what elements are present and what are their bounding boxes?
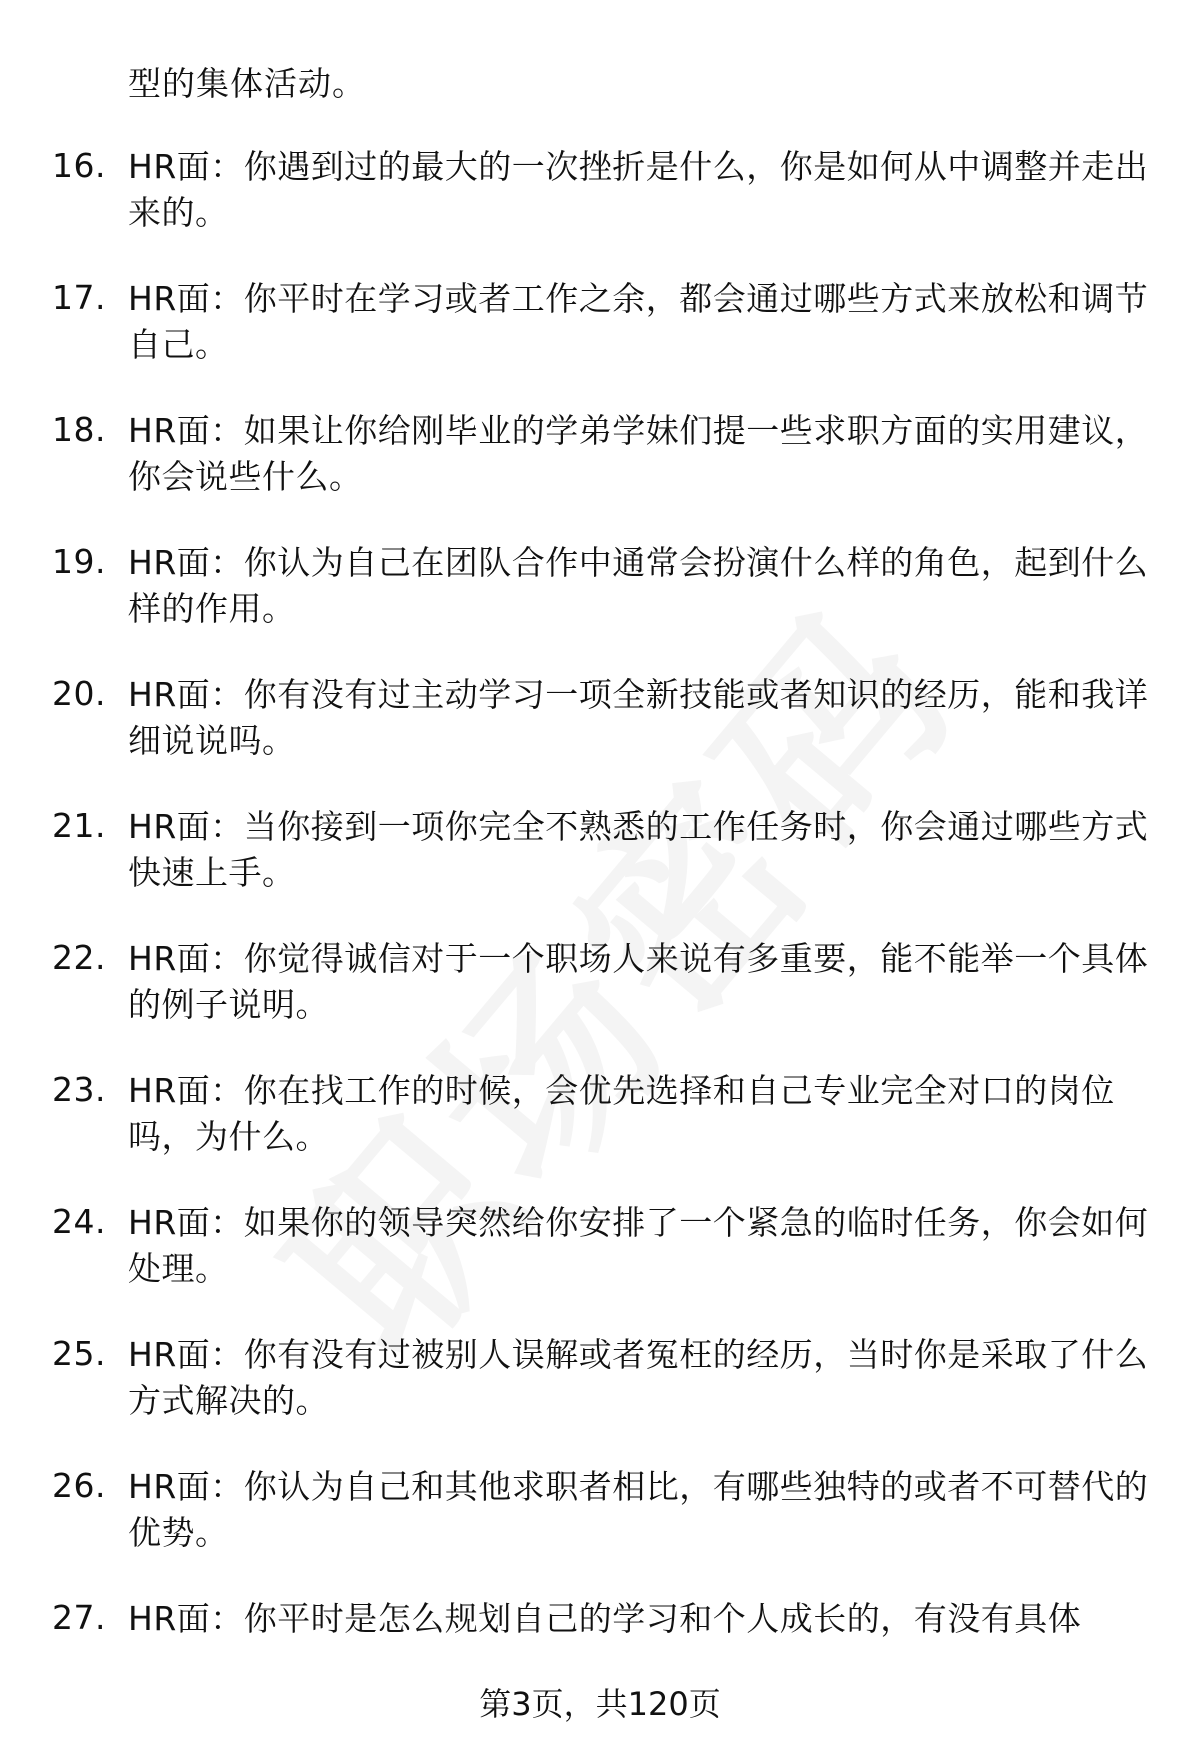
item-text: HR面：你认为自己和其他求职者相比，有哪些独特的或者不可替代的优势。 bbox=[128, 1467, 1149, 1552]
item-number: 25. bbox=[52, 1334, 106, 1373]
item-number: 23. bbox=[52, 1070, 106, 1109]
item-number: 26. bbox=[52, 1466, 106, 1505]
item-text: HR面：你觉得诚信对于一个职场人来说有多重要，能不能举一个具体的例子说明。 bbox=[128, 939, 1149, 1024]
list-item bbox=[0, 144, 1200, 276]
list-item bbox=[0, 1200, 1200, 1332]
item-number: 22. bbox=[52, 938, 106, 977]
item-text: HR面：你认为自己在团队合作中通常会扮演什么样的角色，起到什么样的作用。 bbox=[128, 543, 1149, 628]
item-text: HR面：你有没有过被别人误解或者冤枉的经历，当时你是采取了什么方式解决的。 bbox=[128, 1335, 1149, 1420]
item-text: HR面：如果你的领导突然给你安排了一个紧急的临时任务，你会如何处理。 bbox=[128, 1203, 1149, 1288]
list-item bbox=[0, 804, 1200, 936]
item-text: HR面：你有没有过主动学习一项全新技能或者知识的经历，能和我详细说说吗。 bbox=[128, 675, 1149, 760]
page-footer: 第3页，共120页 bbox=[479, 1685, 721, 1723]
item-number: 21. bbox=[52, 806, 106, 845]
list-item bbox=[0, 936, 1200, 1068]
item-text: HR面：你平时在学习或者工作之余，都会通过哪些方式来放松和调节自己。 bbox=[128, 279, 1149, 364]
list-item bbox=[0, 540, 1200, 672]
question-list bbox=[0, 144, 1200, 1728]
list-item bbox=[0, 1068, 1200, 1200]
item-text: HR面：你在找工作的时候，会优先选择和自己专业完全对口的岗位吗，为什么。 bbox=[128, 1071, 1115, 1156]
continuation-line: 型的集体活动。 bbox=[128, 64, 366, 103]
item-number: 27. bbox=[52, 1598, 106, 1637]
list-item bbox=[0, 276, 1200, 408]
list-item bbox=[0, 672, 1200, 804]
item-text: HR面：如果让你给刚毕业的学弟学妹们提一些求职方面的实用建议，你会说些什么。 bbox=[128, 411, 1149, 496]
item-text: HR面：你平时是怎么规划自己的学习和个人成长的，有没有具体 bbox=[128, 1599, 1082, 1638]
item-number: 19. bbox=[52, 542, 106, 581]
list-item bbox=[0, 408, 1200, 540]
item-number: 20. bbox=[52, 674, 106, 713]
item-number: 24. bbox=[52, 1202, 106, 1241]
list-item bbox=[0, 1464, 1200, 1596]
item-text: HR面：你遇到过的最大的一次挫折是什么，你是如何从中调整并走出来的。 bbox=[128, 147, 1149, 232]
item-number: 18. bbox=[52, 410, 106, 449]
list-item bbox=[0, 1332, 1200, 1464]
item-text: HR面：当你接到一项你完全不熟悉的工作任务时，你会通过哪些方式快速上手。 bbox=[128, 807, 1149, 892]
item-number: 17. bbox=[52, 278, 106, 317]
item-number: 16. bbox=[52, 146, 106, 185]
